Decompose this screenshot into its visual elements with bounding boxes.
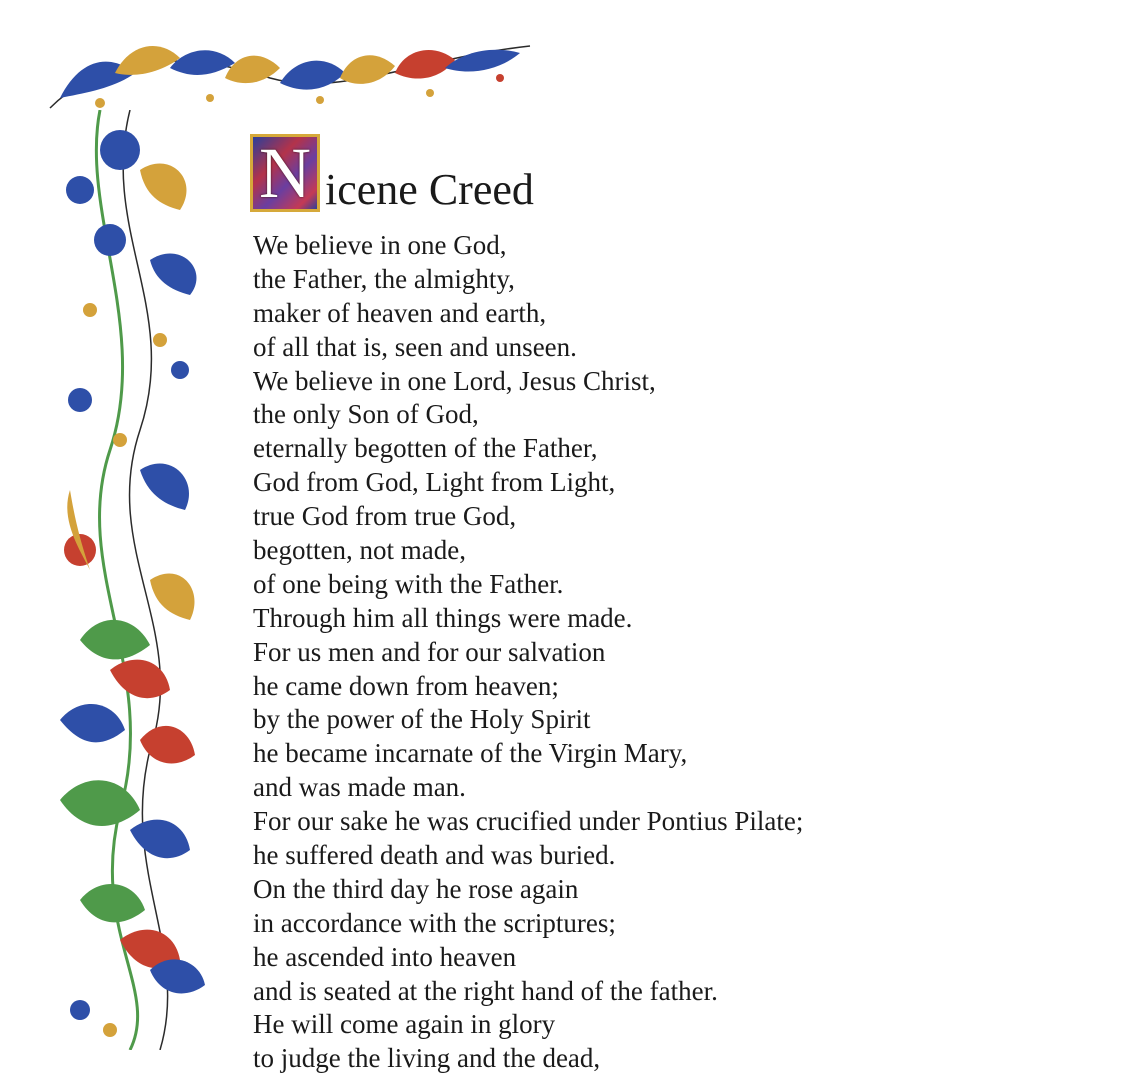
creed-line: He will come again in glory <box>253 1009 556 1040</box>
creed-line: the Father, the almighty, <box>253 263 515 294</box>
creed-line: the only Son of God, <box>253 399 479 430</box>
creed-line: maker of heaven and earth, <box>253 297 547 328</box>
creed-line: We believe in one Lord, Jesus Christ, <box>253 365 656 396</box>
creed-line: by the power of the Holy Spirit <box>253 704 591 735</box>
creed-line: For us men and for our salvation <box>253 636 606 667</box>
creed-line: Through him all things were made. <box>253 602 633 633</box>
creed-line: begotten, not made, <box>253 535 466 566</box>
floral-border-top-icon <box>40 38 540 118</box>
creed-line: of all that is, seen and unseen. <box>253 331 577 362</box>
creed-line: God from God, Light from Light, <box>253 467 616 498</box>
creed-line: eternally begotten of the Father, <box>253 433 598 464</box>
creed-line: he ascended into heaven <box>253 941 517 972</box>
creed-line: On the third day he rose again <box>253 873 579 904</box>
creed-line: he suffered death and was buried. <box>253 840 616 871</box>
creed-line: We believe in one God, <box>253 230 507 260</box>
creed-line: true God from true God, <box>253 501 517 532</box>
creed-line: For our sake he was crucified under Pontius Pilate; <box>253 806 804 837</box>
creed-line: and was made man. <box>253 772 466 803</box>
creed-line: and is seated at the right hand of the father. <box>253 975 718 1006</box>
creed-text <box>253 229 803 1076</box>
floral-border-left-icon <box>40 110 215 1050</box>
creed-line: he became incarnate of the Virgin Mary, <box>253 738 688 769</box>
page-title: icene Creed <box>325 165 534 214</box>
illuminated-initial: N <box>250 134 320 212</box>
creed-line: he came down from heaven; <box>253 670 559 701</box>
creed-line: of one being with the Father. <box>253 568 564 599</box>
creed-line: in accordance with the scriptures; <box>253 907 616 938</box>
creed-line: to judge the living and the dead, <box>253 1043 601 1074</box>
